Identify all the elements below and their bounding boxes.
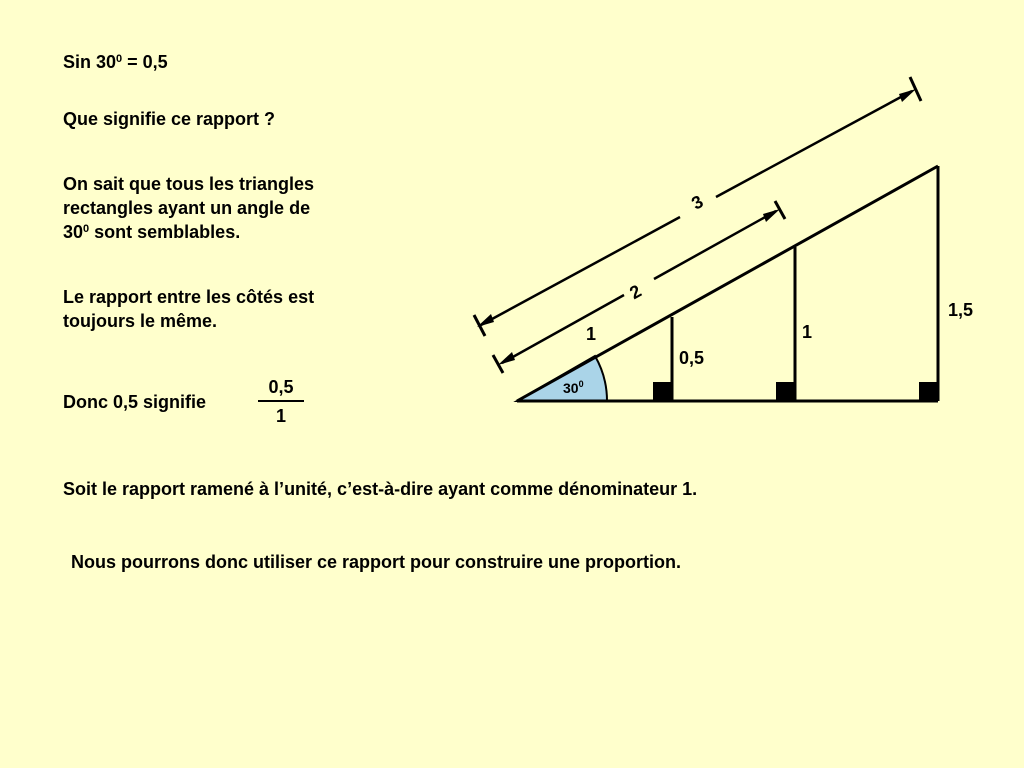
hypotenuse-line (517, 166, 938, 401)
side-label-1: 1 (802, 322, 813, 342)
fraction-numerator: 0,5 (268, 377, 294, 397)
right-angle-marker-large (919, 382, 938, 401)
hypotenuse-label-2: 2 (626, 280, 645, 304)
right-angle-marker-medium (776, 382, 795, 401)
side-label-0-5: 0,5 (679, 348, 705, 368)
hypotenuse-label-1: 1 (586, 324, 597, 344)
constant-ratio-text: Le rapport entre les côtés est toujours le même. (63, 287, 315, 331)
unit-ratio-text: Soit le rapport ramené à l’unité, c’est-à-dire ayant comme dénominateur 1. (63, 479, 698, 499)
similar-triangles-text: On sait que tous les triangles rectangles ayant un angle de $30^0$ sont semblables. (63, 174, 315, 242)
proportion-text: Nous pourrons donc utiliser ce rapport pour construire une proportion. (71, 552, 682, 572)
question-text: Que signifie ce rapport ? (63, 109, 276, 129)
measure-arrow-2 (493, 201, 785, 373)
hypotenuse-label-3: 3 (688, 191, 707, 214)
sin-value-text: Sin $30^0 = 0,5$ (63, 52, 168, 72)
side-label-1-5: 1,5 (948, 300, 974, 320)
angle-label: $30^0$ (563, 379, 584, 396)
donc-text: Donc 0,5 signifie (63, 392, 207, 412)
fraction-denominator: 1 (275, 406, 286, 426)
right-angle-marker-small (653, 382, 672, 401)
